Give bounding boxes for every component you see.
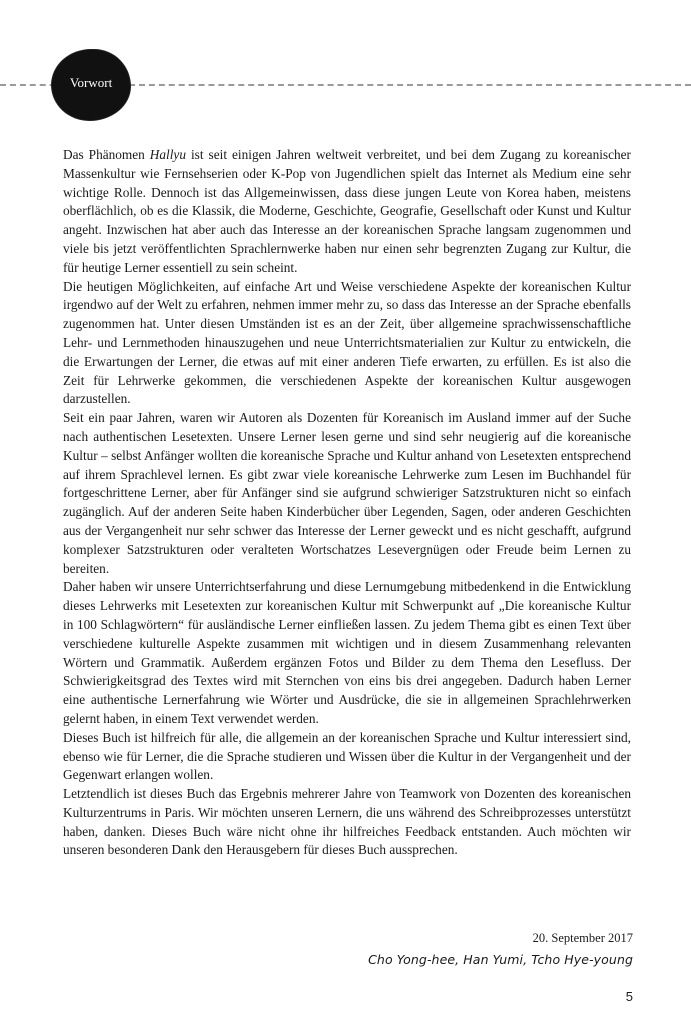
hallyu-term: Hallyu (149, 147, 186, 162)
paragraph-6: Letztendlich ist dieses Buch das Ergebnis mehrerer Jahre von Teamwork von Dozenten des koreanischen Kulturzentrums in Paris. Wir möchten unseren Lernern, die uns während des Schreibprozesses unterstützt haben, danken. Dieses Buch wäre nicht ohne ihr hilfreiches Feedback entstanden. Auch möchten wir unseren besonderen Dank den Herausgebern für dieses Buch aussprechen. (63, 786, 631, 858)
paragraph-4: Daher haben wir unsere Unterrichtserfahrung und diese Lernumgebung mitbedenkend in die Entwicklung dieses Lehrwerks mit Lesetexten zur koreanischen Kultur mit Schwerpunkt auf „Die koreanische Kultur in 100 Schlagwörtern“ für ausländische Lerner einfließen lassen. Zu jedem Thema gibt es einen Text über verschiedene kulturelle Aspekte zusammen mit wichtigen und in diesem Zusammenhang relevanten Wörtern und Grammatik. Außerdem ergänzen Fotos und Bilder zu dem Thema den Lesefluss. Der Schwierigkeitsgrad des Textes wird mit Sternchen von eins bis drei angegeben. Dadurch haben Lerner eine authentische Lernerfahrung wie Wörter und Ausdrücke, die sie in allgemeinen Sprachlehrwerken gelernt haben, in einem Text verwendet werden. (63, 579, 631, 726)
signature-date: 20. September 2017 (532, 931, 633, 945)
paragraph-3: Seit ein paar Jahren, waren wir Autoren als Dozenten für Koreanisch im Ausland immer auf der Suche nach authentischen Lesetexten. Unsere Lerner lesen gerne und sind sehr neugierig auf die koreanische Kultur – selbst Anfänger wollten die koreanische Sprache und Kultur anhand von Lesetexten entsprechend auf ihrem Sprachlevel lernen. Es gibt zwar viele koreanische Lehrwerke zum Lesen im Buchhandel für fortgeschrittene Lerner, aber für Anfänger sind sie aufgrund schwieriger Satzstrukturen nicht so einfach zugänglich. Auf der anderen Seite haben Kinderbücher über Legenden, Sagen, oder anderen Geschichten aus der Vergangenheit nur sehr schwer das Interesse der Lerner geweckt und es nicht geschafft, aufgrund komplexer Satzstrukturen oder veralteten Wortschatzes Lesevergnügen oder Freude beim Lernen zu bereiten. (63, 410, 631, 576)
paragraph-2: Die heutigen Möglichkeiten, auf einfache Art und Weise verschiedene Aspekte der koreanischen Kultur irgendwo auf der Welt zu erfahren, nehmen immer mehr zu, so dass das Interesse an der Sprache ebenfalls zugenommen hat. Unter diesen Umständen ist es an der Zeit, über allgemeine sprachwissenschaftliche Lehr- und Lernmethoden hinauszugehen und neue Unterrichtsmaterialien zur Kultur zu entwickeln, die die Erwartungen der Lerner, die etwas auf mit einer anderen Tiefe erwarten, zu erfüllen. Es ist also die Zeit für Lehrwerke gekommen, die verschiedenen Aspekte der koreanischen Kultur ausgewogen darzustellen. (63, 278, 631, 407)
signature-authors: Cho Yong-hee, Han Yumi, Tcho Hye-young (368, 952, 633, 967)
paragraph-1-rest: ist seit einigen Jahren weltweit verbreitet, und bei dem Zugang zu koreanischer Massenkultur wie Fernsehserien oder K-Pop von Jugendlichen spielt das Internet als Medium eine sehr wichtige Rolle. Dennoch ist das Allgemeinwissen, dass diese jungen Leute von Korea haben, meistens oberflächlich, ob es die Klassik, die Moderne, Geschichte, Geografie, Gesellschaft oder Kunst und Kultur angeht. Inzwischen hat aber auch das Interesse an der koreanischen Sprache langsam zugenommen und viele bis jetzt veröffentlichten Sprachlernwerke haben nur einen sehr begrenzten Zugang zur Kultur, die für heutige Lerner essentiell zu sein scheint. (63, 147, 631, 275)
section-title: Vorwort (69, 75, 113, 90)
section-badge (52, 50, 130, 120)
paragraph-5: Dieses Buch ist hilfreich für alle, die allgemein an der koreanischen Sprache und Kultur interessiert sind, ebenso wie für Lerner, die die Sprache studieren und Wissen über die Kultur in der Vergangenheit und der Gegenwart erlangen wollen. (63, 729, 631, 783)
paragraph-1 (63, 146, 631, 278)
foreword-body (63, 146, 631, 860)
paragraph-1-start: Das Phänomen (63, 147, 150, 162)
page-number: 5 (625, 989, 633, 1004)
